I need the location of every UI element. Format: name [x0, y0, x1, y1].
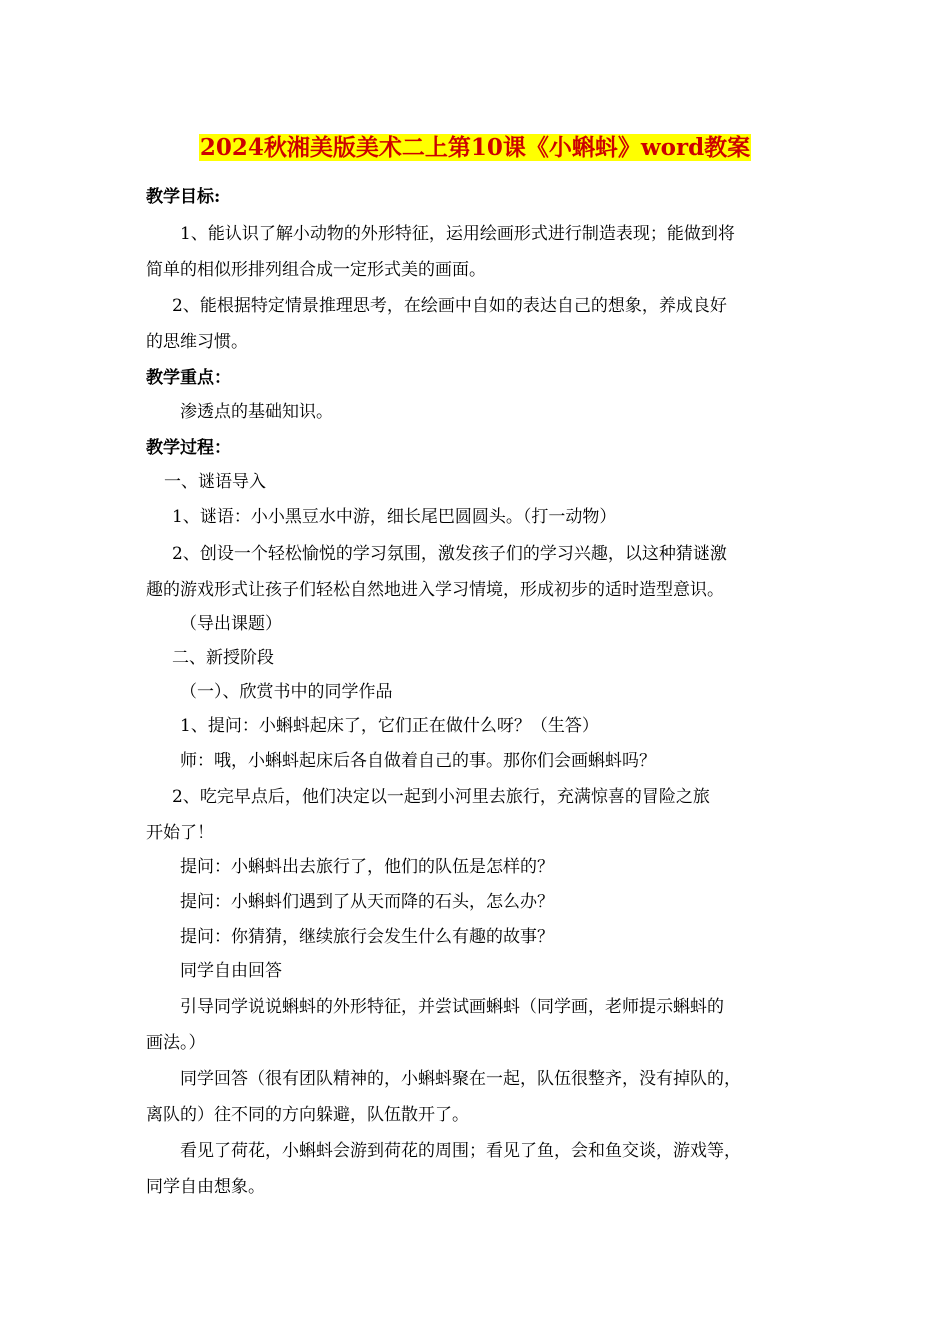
paragraph-line: 同学自由想象。 — [146, 1177, 265, 1197]
paragraph-line: 1、能认识了解小动物的外形特征，运用绘画形式进行制造表现；能做到将 — [180, 224, 735, 244]
paragraph-line: 看见了荷花，小蝌蚪会游到荷花的周围；看见了鱼，会和鱼交谈，游戏等， — [180, 1141, 741, 1161]
paragraph-line: 提问：你猜猜，继续旅行会发生什么有趣的故事？ — [180, 927, 554, 947]
paragraph-line: 师：哦，小蝌蚪起床后各自做着自己的事。那你们会画蝌蚪吗？ — [180, 751, 656, 771]
paragraph-line: 同学自由回答 — [180, 961, 282, 981]
paragraph-line: 趣的游戏形式让孩子们轻松自然地进入学习情境，形成初步的适时造型意识。 — [146, 580, 724, 600]
paragraph-line: 渗透点的基础知识。 — [180, 402, 333, 422]
paragraph-line: 简单的相似形排列组合成一定形式美的画面。 — [146, 260, 486, 280]
paragraph-line: 引导同学说说蝌蚪的外形特征，并尝试画蝌蚪（同学画，老师提示蝌蚪的 — [180, 997, 724, 1017]
subsection-heading: （一）、欣赏书中的同学作品 — [180, 682, 393, 702]
heading-key-points: 教学重点： — [146, 368, 231, 388]
paragraph-line: 1、谜语：小小黑豆水中游，细长尾巴圆圆头。（打一动物） — [172, 507, 617, 527]
paragraph-line: 提问：小蝌蚪出去旅行了，他们的队伍是怎样的？ — [180, 857, 554, 877]
paragraph-line: 的思维习惯。 — [146, 332, 248, 352]
paragraph-line: 开始了！ — [146, 823, 214, 843]
document-title — [0, 130, 950, 166]
section-heading: 一、谜语导入 — [164, 472, 266, 492]
section-heading: 二、新授阶段 — [172, 648, 274, 668]
paragraph-line: （导出课题） — [180, 614, 282, 634]
paragraph-line: 离队的）往不同的方向躲避，队伍散开了。 — [146, 1105, 469, 1125]
paragraph-line: 2、创设一个轻松愉悦的学习氛围，激发孩子们的学习兴趣，以这种猜谜激 — [172, 544, 727, 564]
heading-objectives: 教学目标: — [146, 187, 221, 207]
paragraph-line: 2、能根据特定情景推理思考，在绘画中自如的表达自己的想象，养成良好 — [172, 296, 727, 316]
paragraph-line: 同学回答（很有团队精神的，小蝌蚪聚在一起，队伍很整齐，没有掉队的， — [180, 1069, 741, 1089]
paragraph-line: 2、吃完早点后，他们决定以一起到小河里去旅行，充满惊喜的冒险之旅 — [172, 787, 710, 807]
paragraph-line: 提问：小蝌蚪们遇到了从天而降的石头，怎么办？ — [180, 892, 554, 912]
paragraph-line: 1、提问：小蝌蚪起床了，它们正在做什么呀？（生答） — [180, 716, 599, 736]
title-text: 2024秋湘美版美术二上第10课《小蝌蚪》word教案 — [199, 134, 751, 161]
paragraph-line: 画法。） — [146, 1033, 206, 1053]
heading-process: 教学过程： — [146, 438, 231, 458]
